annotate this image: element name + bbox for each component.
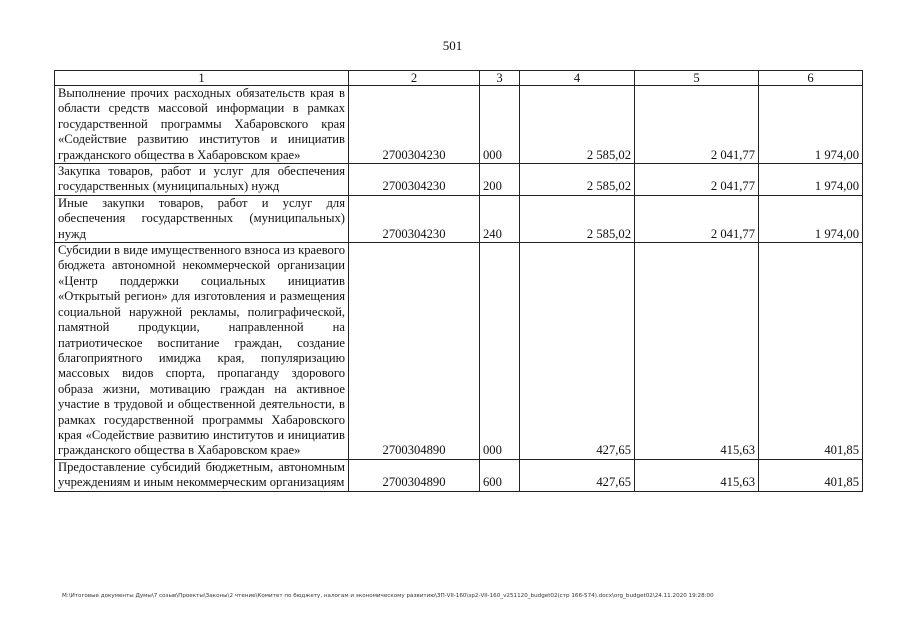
row-name: Субсидии в виде имущественного взноса из краевого бюджета автономной некоммерческой организации «Центр поддержки социальных инициатив «Открытый регион» для изготовления и размещения социальной наружной рекламы, полиграфической, памятной продукции, направленной на патриотическое воспитание граждан, создание благоприятного имиджа края, популяризацию массовых видов спорта, пропаганду здорового образа жизни, мотивацию граждан на активное участие в трудовой и общественной деятельности, в рамках государственной программы Хабаровского края «Содействие развитию институтов и инициатив гражданского общества в Хабаровском крае» bbox=[55, 243, 349, 460]
row-target-code: 2700304890 bbox=[349, 459, 480, 491]
column-header-2: 2 bbox=[349, 71, 480, 86]
table-row bbox=[55, 86, 863, 164]
row-value-3: 401,85 bbox=[759, 243, 863, 460]
row-name: Выполнение прочих расходных обязательств края в области средств массовой информации в рамках государственной программы Хабаровского края «Содействие развитию институтов и инициатив гражданского общества в Хабаровском крае» bbox=[55, 86, 349, 164]
table-header-row bbox=[55, 71, 863, 86]
table-row bbox=[55, 164, 863, 196]
row-target-code: 2700304890 bbox=[349, 243, 480, 460]
table-row bbox=[55, 243, 863, 460]
column-header-1: 1 bbox=[55, 71, 349, 86]
page-number: 501 bbox=[442, 38, 463, 53]
row-value-2: 2 041,77 bbox=[635, 164, 759, 196]
row-target-code: 2700304230 bbox=[349, 164, 480, 196]
row-value-2: 415,63 bbox=[635, 459, 759, 491]
budget-table bbox=[54, 70, 863, 492]
row-value-3: 1 974,00 bbox=[759, 164, 863, 196]
row-value-3: 1 974,00 bbox=[759, 86, 863, 164]
row-value-1: 2 585,02 bbox=[520, 195, 635, 242]
row-value-2: 415,63 bbox=[635, 243, 759, 460]
row-expense-type: 600 bbox=[480, 459, 520, 491]
row-value-3: 1 974,00 bbox=[759, 195, 863, 242]
column-header-4: 4 bbox=[520, 71, 635, 86]
table-row bbox=[55, 195, 863, 242]
row-value-3: 401,85 bbox=[759, 459, 863, 491]
row-name: Иные закупки товаров, работ и услуг для обеспечения государственных (муниципальных) нужд bbox=[55, 195, 349, 242]
row-value-2: 2 041,77 bbox=[635, 86, 759, 164]
row-target-code: 2700304230 bbox=[349, 86, 480, 164]
document-path-footer: M:\Итоговые документы Думы\7 созыв\Проекты\Законы\2 чтение\Комитет по бюджету, налогам и экономическому развитию\ЗП-VII-160\зр2-VII-160_v251120_budget02(стр 166-574).docx\org_budget02\24.11.2020 19:28:00 bbox=[62, 593, 714, 599]
column-header-6: 6 bbox=[759, 71, 863, 86]
row-expense-type: 000 bbox=[480, 243, 520, 460]
row-value-1: 427,65 bbox=[520, 459, 635, 491]
row-target-code: 2700304230 bbox=[349, 195, 480, 242]
row-value-1: 2 585,02 bbox=[520, 86, 635, 164]
row-name: Предоставление субсидий бюджетным, автономным учреждениям и иным некоммерческим организациям bbox=[55, 459, 349, 491]
row-value-1: 2 585,02 bbox=[520, 164, 635, 196]
row-name: Закупка товаров, работ и услуг для обеспечения государственных (муниципальных) нужд bbox=[55, 164, 349, 196]
row-value-1: 427,65 bbox=[520, 243, 635, 460]
table-row bbox=[55, 459, 863, 491]
row-value-2: 2 041,77 bbox=[635, 195, 759, 242]
row-expense-type: 240 bbox=[480, 195, 520, 242]
column-header-5: 5 bbox=[635, 71, 759, 86]
column-header-3: 3 bbox=[480, 71, 520, 86]
row-expense-type: 200 bbox=[480, 164, 520, 196]
row-expense-type: 000 bbox=[480, 86, 520, 164]
